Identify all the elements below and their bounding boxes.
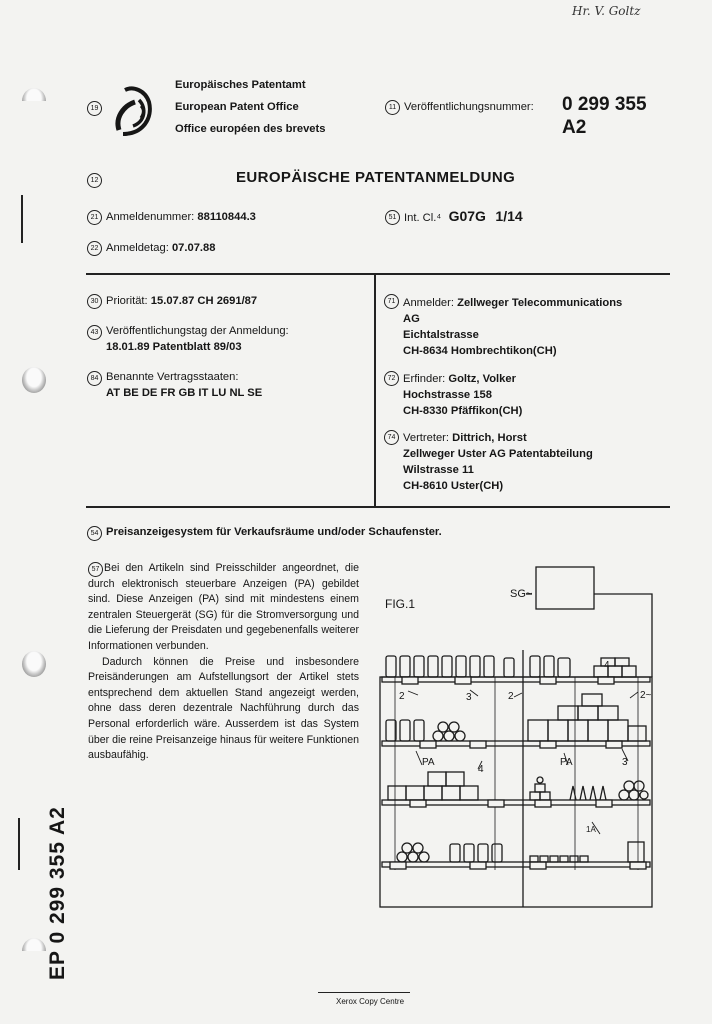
document-type: EUROPÄISCHE PATENTANMELDUNG [236,169,516,186]
handwritten-note: Hr. V. Goltz [572,4,641,18]
figure-label-1a: 1A [586,825,596,834]
designated-states-value: AT BE DE FR GB IT LU NL SE [106,387,263,399]
applicant-label: Anmelder: [403,297,454,309]
application-number [106,211,256,223]
inid-84: 84 [87,371,102,386]
margin-mark-lower [18,818,20,870]
application-date-value: 07.07.88 [171,242,216,254]
figure-label-pa1: PA [422,757,435,768]
classification-label: Int. Cl.⁴ [404,212,442,224]
inid-11: 11 [385,100,400,115]
applicant-line4: CH-8634 Hombrechtikon(CH) [403,345,557,357]
inid-22: 22 [87,241,102,256]
inid-54: 54 [87,526,102,541]
abstract-para1: Bei den Artikeln sind Preisschilder angeordnet, die durch elektronisch steuerbare Anzeigen (PA) gebildet sind. Diese Anzeigen (PA) sind mit mindestens einem zentralen Steuergerät (SG) für die Stromversorgung und die Lieferung der Preisdaten und gegebenenfalls weiterer Informationen verbunden. [88,562,359,652]
priority [106,295,257,307]
shelf-frame [380,677,652,907]
control-unit-box [536,567,594,609]
box-bottom-rule [86,506,670,508]
footer-text: Xerox Copy Centre [336,997,405,1006]
inid-12: 12 [87,173,102,188]
abstract [88,561,359,764]
punch-hole-bottom [22,938,46,964]
figure-label-3a: 3 [466,692,472,703]
figure-label-pa2: PA [560,757,573,768]
inid-30: 30 [87,294,102,309]
shelf-board-4 [382,862,650,867]
products-shelf-4 [397,842,644,862]
office-name-en: European Patent Office [175,101,299,113]
designated-states-label: Benannte Vertragsstaaten: [106,371,239,383]
inventor-label: Erfinder: [403,373,446,385]
products-shelf-3 [388,772,648,800]
representative-line3: Wilstrasse 11 [403,464,474,476]
representative-line4: CH-8610 Uster(CH) [403,480,504,492]
figure-label-4a: 4 [604,660,610,671]
priority-value: 15.07.87 CH 2691/87 [150,295,258,307]
inventor-line3: CH-8330 Pfäffikon(CH) [403,405,523,417]
inid-72: 72 [384,371,399,386]
application-number-value: 88110844.3 [197,211,256,223]
publication-number-label: Veröffentlichungsnummer: [404,101,534,113]
inid-43: 43 [87,325,102,340]
publication-date-label: Veröffentlichungstag der Anmeldung: [106,325,289,337]
applicant [403,295,622,359]
applicant-line2: AG [403,313,420,325]
publication-number: 0 299 355 [562,94,647,115]
patent-title: Preisanzeigesystem für Verkaufsräume und/oder Schaufenster. [106,526,442,538]
inid-74: 74 [384,430,399,445]
box-top-rule [86,273,670,275]
representative-line2: Zellweger Uster AG Patentabteilung [403,448,593,460]
margin-mark [21,195,23,243]
inventor-line2: Hochstrasse 158 [403,389,492,401]
figure-1 [370,560,670,912]
punch-hole-top [22,88,46,114]
figure-label-2c: 2~ [640,690,652,701]
vertical-publication-number: EP 0 299 355 A2 [46,806,69,980]
representative-label: Vertreter: [403,432,450,444]
priority-label: Priorität: [106,295,148,307]
figure-label-2b: 2 [508,691,514,702]
applicant-line1: Zellweger Telecommunications [457,297,623,309]
publication-date-value: 18.01.89 Patentblatt 89/03 [106,341,242,353]
figure-label-2a: 2 [399,691,405,702]
application-number-label: Anmeldenummer: [106,211,195,223]
inid-71: 71 [384,294,399,309]
inid-57: 57 [88,562,103,577]
representative-line1: Dittrich, Horst [452,432,527,444]
inventor [403,371,522,419]
publication-kind: A2 [562,117,587,138]
epo-logo-icon [113,82,161,138]
applicant-line3: Eichtalstrasse [403,329,479,341]
punch-hole-lower [22,651,46,677]
box-divider [374,274,376,507]
application-date [106,242,216,254]
inid-19: 19 [87,101,102,116]
control-cable [594,594,652,650]
figure-label-sg: SG~ [510,588,533,600]
punch-hole-upper [22,367,46,393]
figure-title: FIG.1 [385,597,416,611]
representative [403,430,593,494]
inid-21: 21 [87,210,102,225]
office-name-fr: Office européen des brevets [175,123,326,135]
figure-label-4b: 4 [478,764,484,775]
figure-label-3b: 3 [622,757,628,768]
inventor-line1: Goltz, Volker [448,373,516,385]
abstract-para2: Dadurch können die Preise und insbesondere Preisänderungen am Aufstellungsort der Artikel stets entsprechend dem aktuellen Stand angezeigt werden, ohne dass deren dezentrale Nachführung durch das Personal erforderlich wäre. Ausserdem ist das System über die reine Preisanzeige hinaus für weitere Funktionen ausbaufähig. [88,655,359,762]
inid-51: 51 [385,210,400,225]
application-date-label: Anmeldetag: [106,242,169,254]
footer-rule [318,992,410,993]
office-name-de: Europäisches Patentamt [175,79,306,91]
products-shelf-2 [386,694,646,741]
products-shelf-1 [386,656,636,677]
classification-code: G07G [448,208,486,224]
classification [404,208,523,226]
classification-sub: 1/14 [495,208,523,224]
